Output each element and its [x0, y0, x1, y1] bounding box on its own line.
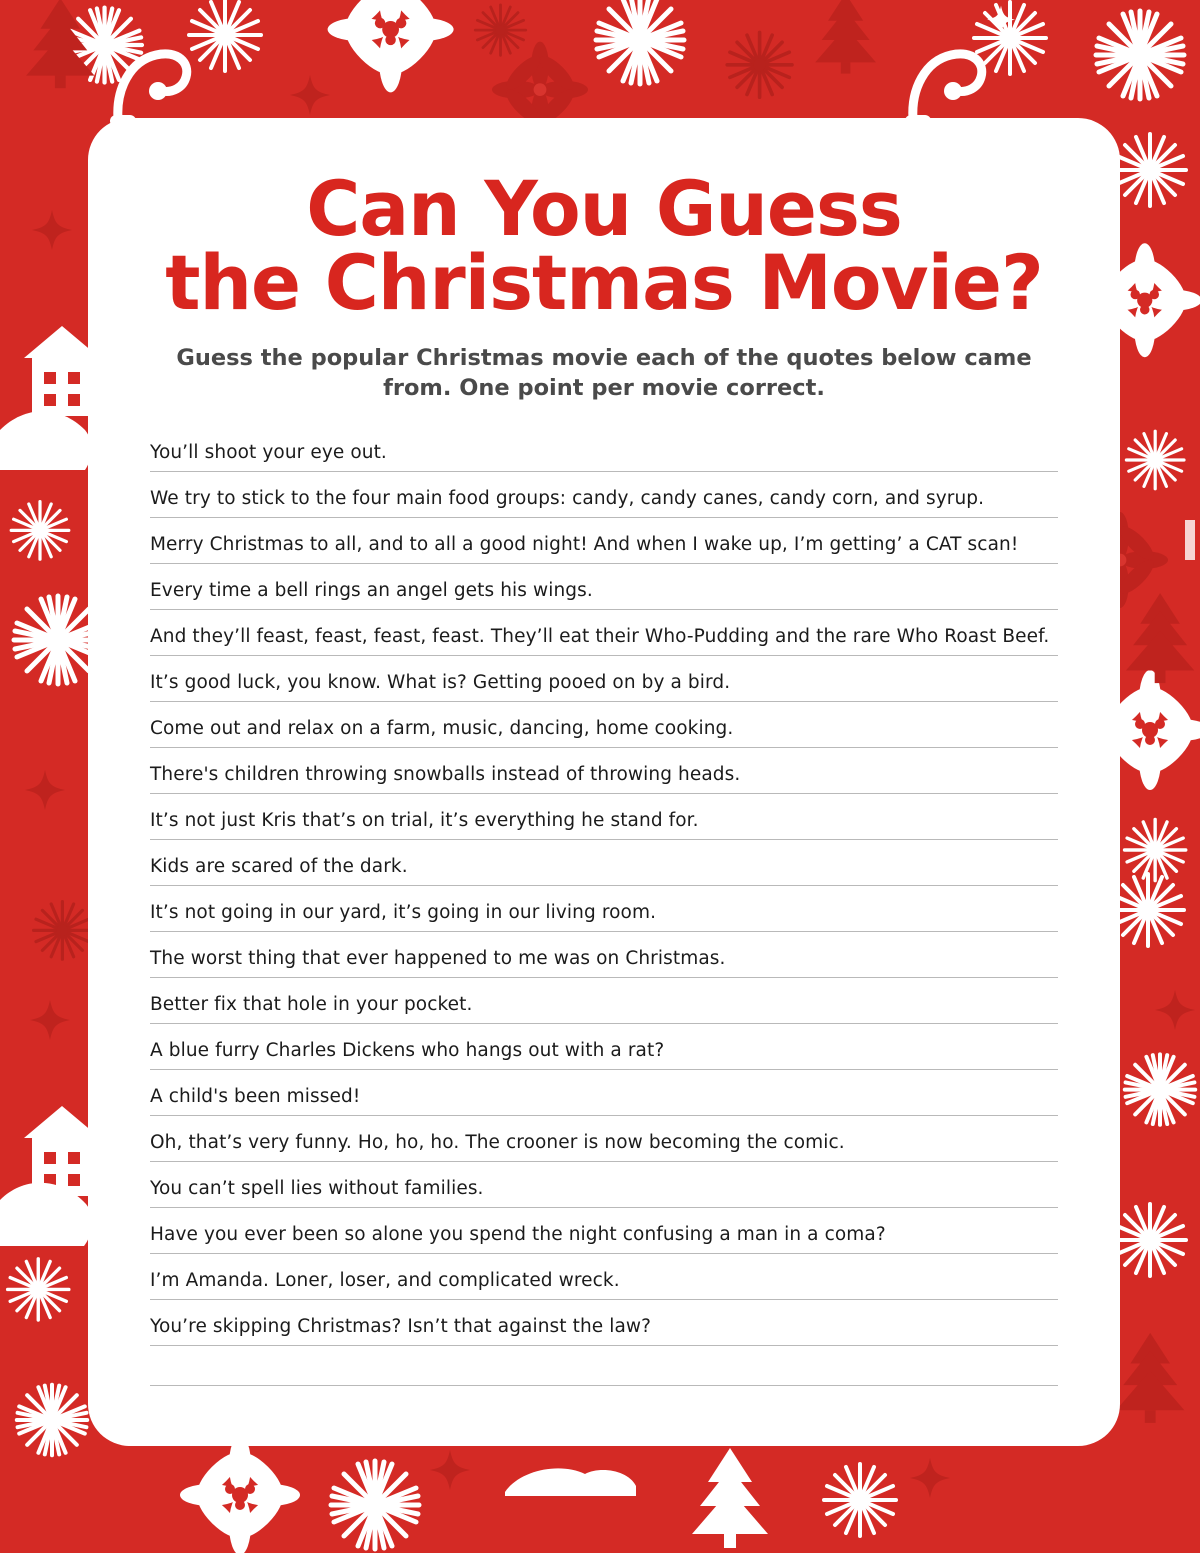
quote-text: And they’ll feast, feast, feast, feast. They’ll eat their Who-Pudding and the rare Who Roast Beef. — [150, 625, 1050, 647]
list-item — [150, 932, 1058, 978]
quote-text: Oh, that’s very funny. Ho, ho, ho. The crooner is now becoming the comic. — [150, 1131, 845, 1153]
quote-text: Kids are scared of the dark. — [150, 855, 408, 877]
quote-text: It’s good luck, you know. What is? Getting pooed on by a bird. — [150, 671, 731, 693]
list-item — [150, 1116, 1058, 1162]
list-item — [150, 518, 1058, 564]
list-item — [150, 1254, 1058, 1300]
list-item — [150, 886, 1058, 932]
list-item — [150, 1162, 1058, 1208]
list-item — [150, 840, 1058, 886]
list-item — [150, 1070, 1058, 1116]
list-item — [150, 794, 1058, 840]
quote-text: The worst thing that ever happened to me was on Christmas. — [150, 947, 726, 969]
list-item — [150, 472, 1058, 518]
worksheet-card — [88, 118, 1120, 1446]
list-item — [150, 702, 1058, 748]
quote-text: You’ll shoot your eye out. — [150, 441, 387, 463]
quote-text: A blue furry Charles Dickens who hangs out with a rat? — [150, 1039, 665, 1061]
answer-line-blank — [150, 1346, 1058, 1386]
quote-text: Have you ever been so alone you spend the night confusing a man in a coma? — [150, 1223, 886, 1245]
quote-text: A child's been missed! — [150, 1085, 361, 1107]
quote-text: Every time a bell rings an angel gets his wings. — [150, 579, 593, 601]
quote-text: We try to stick to the four main food groups: candy, candy canes, candy corn, and syrup. — [150, 487, 985, 509]
page-title-line-1: Can You Guess — [306, 164, 902, 253]
quote-text: Come out and relax on a farm, music, dancing, home cooking. — [150, 717, 734, 739]
quote-list — [148, 430, 1060, 1386]
instructions-text: Guess the popular Christmas movie each of the quotes below came from. One point per movie correct. — [176, 344, 1032, 402]
list-item — [150, 610, 1058, 656]
page-title — [162, 164, 1047, 328]
list-item — [150, 656, 1058, 702]
quote-text: Merry Christmas to all, and to all a good night! And when I wake up, I’m getting’ a CAT scan! — [150, 533, 1019, 555]
quote-text: I’m Amanda. Loner, loser, and complicated wreck. — [150, 1269, 620, 1291]
list-item — [150, 748, 1058, 794]
list-item — [150, 430, 1058, 472]
quote-text: Better fix that hole in your pocket. — [150, 993, 473, 1015]
quote-text: It’s not going in our yard, it’s going in our living room. — [150, 901, 657, 923]
list-item — [150, 1024, 1058, 1070]
quote-text: There's children throwing snowballs instead of throwing heads. — [150, 763, 741, 785]
page-title-line-2: the Christmas Movie? — [165, 238, 1043, 328]
list-item — [150, 1208, 1058, 1254]
quote-text: It’s not just Kris that’s on trial, it’s everything he stand for. — [150, 809, 699, 831]
list-item — [150, 564, 1058, 610]
quote-text: You’re skipping Christmas? Isn’t that against the law? — [150, 1315, 652, 1337]
quote-text: You can’t spell lies without families. — [150, 1177, 484, 1199]
list-item — [150, 978, 1058, 1024]
list-item — [150, 1300, 1058, 1346]
